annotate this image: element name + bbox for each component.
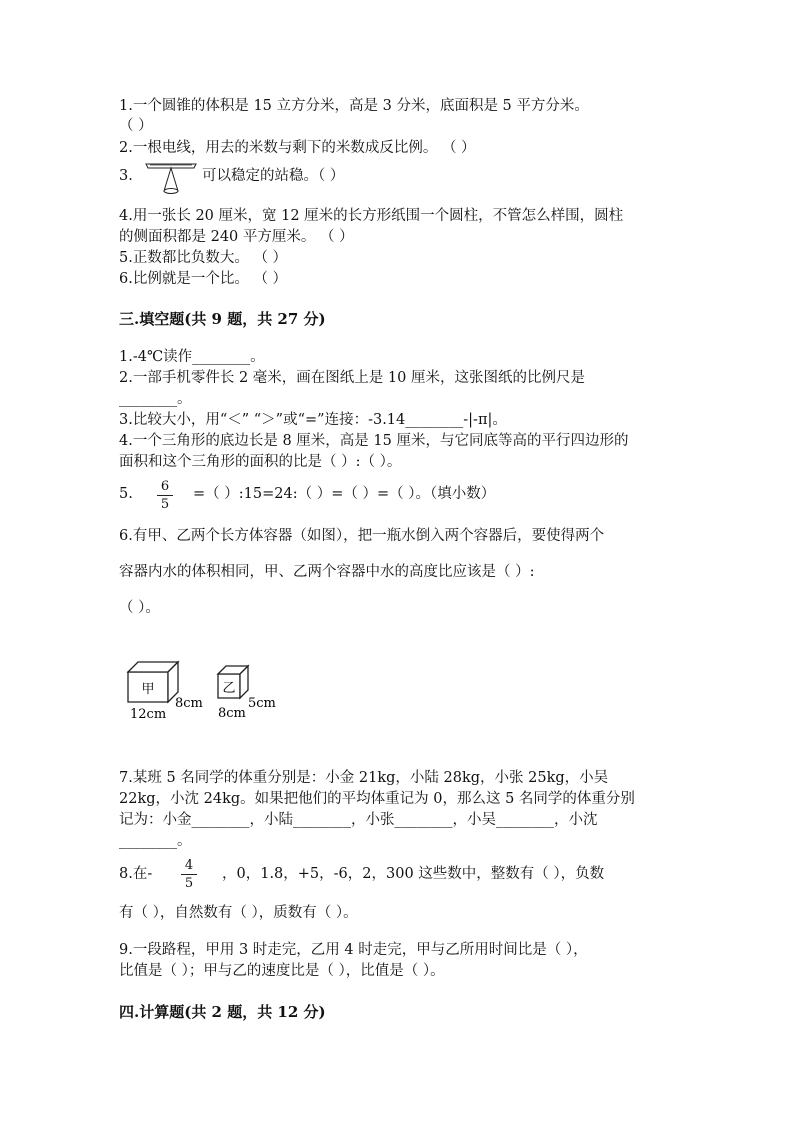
- fill-q6-line3: （ ）。: [119, 600, 160, 616]
- section4-heading: 四.计算题(共 2 题，共 12 分): [119, 1003, 326, 1021]
- judge-q4-line1: 4.用一张长 20 厘米，宽 12 厘米的长方形纸围一个圆柱，不管怎么样围，圆柱: [119, 208, 624, 224]
- fill-q8-line2: 有（ ），自然数有（ ），质数有（ ）。: [119, 905, 358, 921]
- container-yi-height: 5cm: [248, 696, 276, 711]
- judge-q5: 5.正数都比负数大。 （ ）: [119, 250, 288, 266]
- fill-q5-number: 5.: [119, 486, 133, 502]
- fill-q4-line2: 面积和这个三角形的面积的比是（ ）:（ ）。: [119, 454, 402, 470]
- section3-heading: 三.填空题(共 9 题，共 27 分): [119, 310, 326, 328]
- fill-q1: 1.-4℃读作________。: [119, 349, 265, 365]
- fill-q6-line1: 6.有甲、乙两个长方体容器（如图），把一瓶水倒入两个容器后，要使得两个: [119, 528, 605, 544]
- containers-figure: [120, 652, 290, 724]
- judge-q2: 2.一根电线，用去的米数与剩下的米数成反比例。 （ ）: [119, 140, 476, 156]
- fill-q5-text: =（ ）:15=24:（ ）=（ ）=（ ）。（填小数）: [193, 486, 496, 502]
- fill-q6-line2: 容器内水的体积相同，甲、乙两个容器中水的高度比应该是（ ）:: [119, 564, 535, 580]
- container-yi-length: 8cm: [218, 706, 246, 721]
- fraction-numerator: 4: [184, 858, 194, 873]
- fill-q9-line1: 9.一段路程，甲用 3 时走完，乙用 4 时走完，甲与乙所用时间比是（ ），: [119, 942, 588, 958]
- fraction-bar: [181, 874, 197, 875]
- fill-q7-line4: ________。: [119, 833, 192, 849]
- fill-q3: 3.比较大小，用“＜” “＞”或“=”连接：-3.14________-|-π|。: [119, 412, 507, 428]
- fraction-bar: [157, 495, 173, 496]
- judge-q3-text: 可以稳定的站稳。（ ）: [202, 168, 345, 184]
- fill-q8-fraction: [181, 858, 197, 891]
- fill-q8-prefix: 8.在-: [119, 866, 153, 882]
- fill-q9-line2: 比值是（ ）；甲与乙的速度比是（ ），比值是（ ）。: [119, 963, 445, 979]
- fill-q7-line3: 记为：小金________，小陆________，小张________，小吴________，小沈: [119, 812, 598, 828]
- fill-q2-line1: 2.一部手机零件长 2 毫米，画在图纸上是 10 厘米，这张图纸的比例尺是: [119, 370, 585, 386]
- container-jia-height: 8cm: [175, 696, 203, 711]
- fraction-denominator: 5: [160, 497, 170, 512]
- judge-q6: 6.比例就是一个比。 （ ）: [119, 271, 288, 287]
- judge-q4-line2: 的侧面积都是 240 平方厘米。 （ ）: [119, 229, 354, 245]
- container-jia-length: 12cm: [130, 707, 167, 722]
- fill-q2-line2: ________。: [119, 391, 192, 407]
- judge-q1-answer-blank: （ ）: [119, 118, 153, 134]
- fill-q5-fraction: [157, 479, 173, 512]
- judge-q3-number: 3.: [119, 168, 133, 184]
- fraction-numerator: 6: [160, 479, 170, 494]
- container-yi-label: 乙: [222, 681, 236, 696]
- balance-top-icon: [144, 158, 198, 200]
- judge-q1-line1: 1.一个圆锥的体积是 15 立方分米，高是 3 分米，底面积是 5 平方分米。: [119, 98, 589, 114]
- fill-q7-line1: 7.某班 5 名同学的体重分别是：小金 21kg，小陆 28kg，小张 25kg，小吴: [119, 770, 609, 786]
- fraction-denominator: 5: [184, 876, 194, 891]
- container-jia-label: 甲: [141, 682, 155, 697]
- fill-q7-line2: 22kg，小沈 24kg。如果把他们的平均体重记为 0，那么这 5 名同学的体重分别: [119, 791, 635, 807]
- fill-q4-line1: 4.一个三角形的底边长是 8 厘米，高是 15 厘米，与它同底等高的平行四边形的: [119, 433, 629, 449]
- fill-q8-text: ，0，1.8，+5，-6，2，300 这些数中，整数有（ ），负数: [222, 866, 605, 882]
